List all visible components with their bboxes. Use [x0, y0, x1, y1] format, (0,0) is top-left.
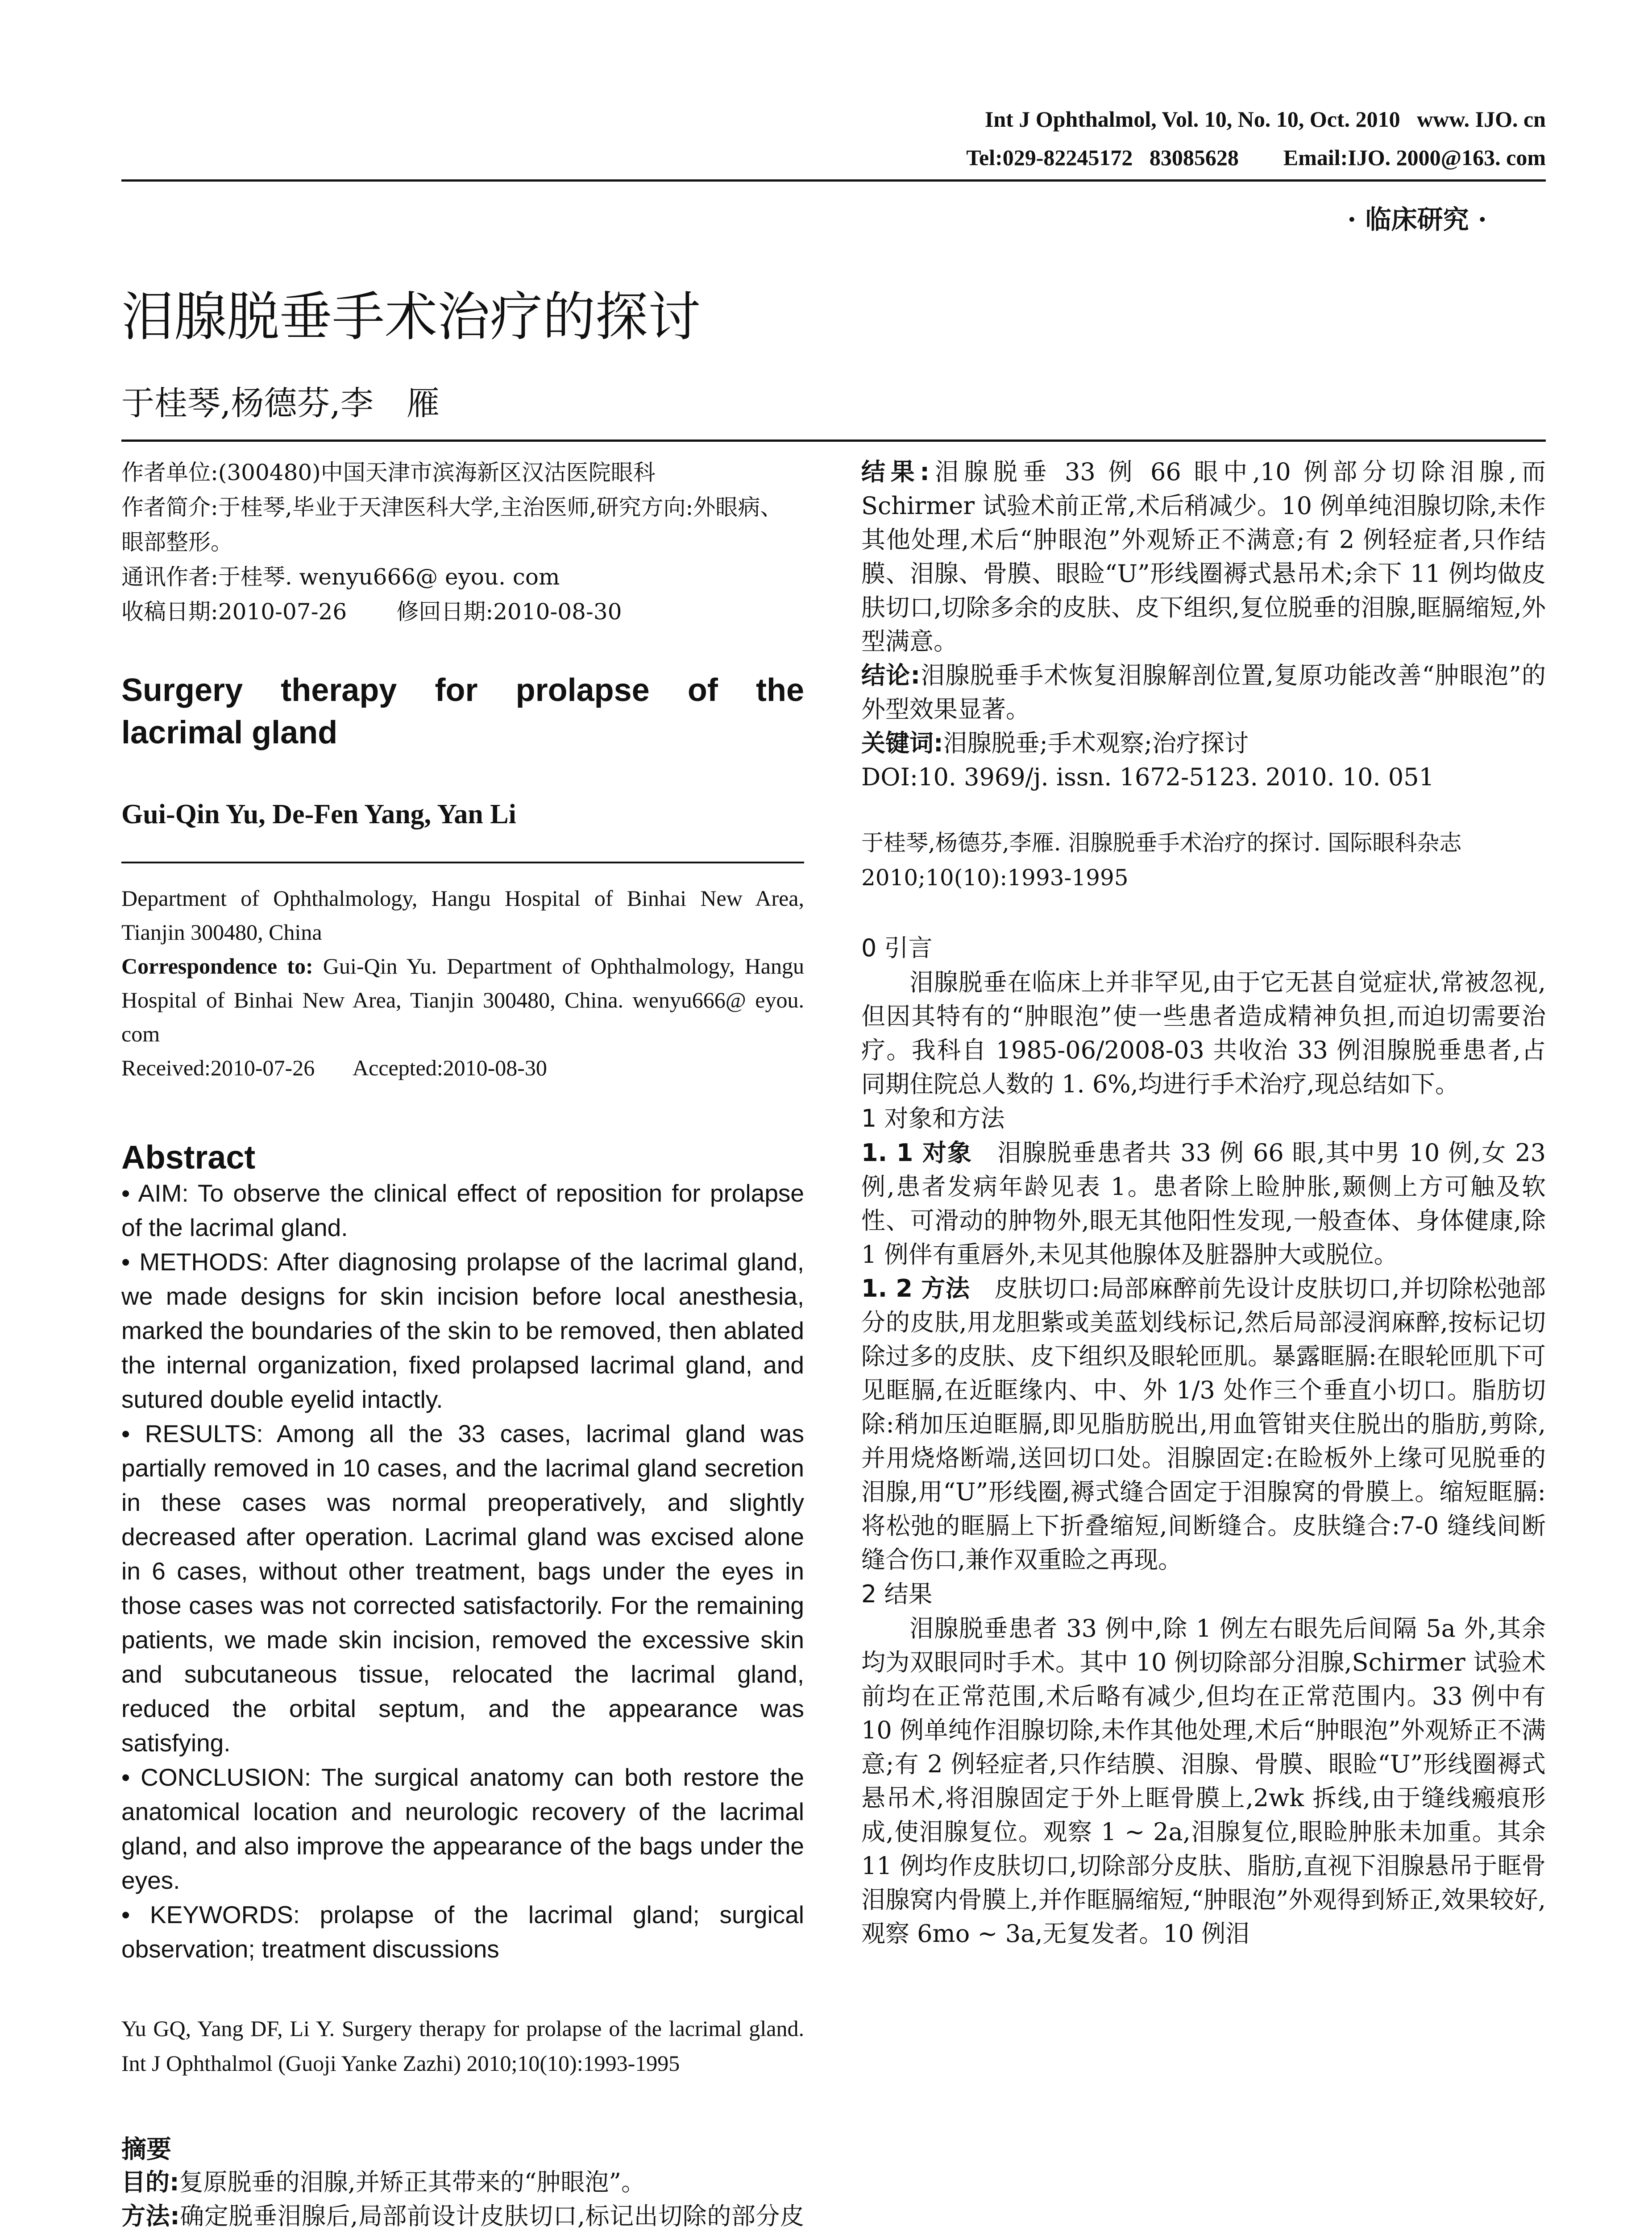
zhaiyao-results	[861, 455, 1546, 659]
abstract-keywords: • KEYWORDS: prolapse of the lacrimal gland; surgical observation; treatment discussions	[121, 1901, 804, 1963]
subsection-methods-text: 皮肤切口:局部麻醉前先设计皮肤切口,并切除松弛部分的皮肤,用龙胆紫或美蓝划线标记,然后局部浸润麻醉,按标记切除过多的皮肤、皮下组织及眼轮匝肌。暴露眶膈:在眼轮匝肌下可见眶膈,在近眶缘内、中、外 1/3 处作三个垂直小切口。脂肪切除:稍加压迫眶膈,即见脂肪脱出,用血管钳夹住脱出的脂肪,剪除,并用烧烙断端,送回切口处。泪腺固定:在睑板外上缘可见脱垂的泪腺,用“U”形线圈,褥式缝合固定于泪腺窝的骨膜上。缩短眶膈:将松弛的眶膈上下折叠缩短,间断缝合。皮肤缝合:7-0 缝线间断缝合伤口,兼作双重睑之再现。	[861, 1274, 1546, 1574]
doi: DOI:10. 3969/j. issn. 1672-5123. 2010. 10. 051	[861, 763, 1434, 791]
header-rule	[121, 179, 1546, 182]
zhaiyao-methods-label: 方法:	[121, 2202, 180, 2230]
zhaiyao-results-label: 结果:	[861, 458, 930, 486]
section-intro-heading: 0 引言	[861, 934, 933, 962]
citation-en: Yu GQ, Yang DF, Li Y. Surgery therapy for prolapse of the lacrimal gland. Int J Ophthalmol (Guoji Yanke Zazhi) 2010;10(10):1993-1995	[121, 2016, 804, 2076]
citation-cn: 于桂琴,杨德芬,李雁. 泪腺脱垂手术治疗的探讨. 国际眼科杂志 2010;10(10):1993-1995	[861, 830, 1462, 891]
article-title-en-line2: lacrimal gland	[121, 715, 338, 751]
authors-cn: 于桂琴,杨德芬,李 雁	[121, 384, 440, 423]
zhaiyao-results-text: 泪腺脱垂 33 例 66 眼中,10 例部分切除泪腺,而 Schirmer 试验术前正常,术后稍减少。10 例单纯泪腺切除,未作其他处理,术后“肿眼泡”外观矫正不满意;有 2 例轻症者,只作结膜、泪腺、骨膜、眼睑“U”形线圈褥式悬吊术;余下 11 例均做皮肤切口,切除多余的皮肤、皮下组织,复位脱垂的泪腺,眶膈缩短,外型满意。	[861, 458, 1546, 655]
zhaiyao-conclusion-label: 结论:	[861, 661, 921, 689]
subsection-subjects-text: 泪腺脱垂患者共 33 例 66 眼,其中男 10 例,女 23 例,患者发病年龄见表 1。患者除上睑肿胀,颞侧上方可触及软性、可滑动的肿物外,眼无其他阳性发现,一般查体、身体健康,除 1 例伴有重唇外,未见其他腺体及脏器肿大或脱位。	[861, 1139, 1546, 1269]
zhaiyao-aim-label: 目的:	[121, 2168, 179, 2196]
subsection-methods	[861, 1272, 1546, 1577]
correspondence-label: Correspondence to:	[121, 954, 313, 979]
section-results-text: 泪腺脱垂患者 33 例中,除 1 例左右眼先后间隔 5a 外,其余均为双眼同时手术。其中 10 例切除部分泪腺,Schirmer 试验术前均在正常范围,术后略有减少,但均在正常范围内。33 例中有 10 例单纯作泪腺切除,未作其他处理,术后“肿眼泡”外观矫正不满意;有 2 例轻症者,只作结膜、泪腺、骨膜、眼睑“U”形线圈褥式悬吊术,将泪腺固定于外上眶骨膜上,2wk 拆线,由于缝线瘢痕形成,使泪腺复位。观察 1 ~ 2a,泪腺复位,眼睑肿胀未加重。其余 11 例均作皮肤切口,切除部分皮肤、脂肪,直视下泪腺悬吊于眶骨泪腺窝内骨膜上,并作眶膈缩短,“肿眼泡”外观得到矫正,效果较好,观察 6mo ~ 3a,无复发者。10 例泪	[861, 1614, 1546, 1948]
title-rule	[121, 440, 1546, 442]
corresponding-author: 通讯作者:于桂琴. wenyu666@ eyou. com	[121, 564, 560, 590]
section-intro-text: 泪腺脱垂在临床上并非罕见,由于它无甚自觉症状,常被忽视,但因其特有的“肿眼泡”使一些患者造成精神负担,而迫切需要治疗。我科自 1985-06/2008-03 共收治 33 例泪腺脱垂患者,占同期住院总人数的 1. 6%,均进行手术治疗,现总结如下。	[861, 968, 1546, 1098]
zhaiyao-conclusion-text: 泪腺脱垂手术恢复泪腺解剖位置,复原功能改善“肿眼泡”的外型效果显著。	[861, 661, 1546, 723]
zhaiyao-heading: 摘要	[121, 2135, 171, 2164]
subsection-methods-heading: 1. 2 方法	[861, 1274, 970, 1302]
abstract-conclusion: • CONCLUSION: The surgical anatomy can both restore the anatomical location and neurologic recovery of the lacrimal gland, and also improve the appearance of the bags under the eyes.	[121, 1763, 804, 1894]
abstract-heading: Abstract	[121, 1139, 256, 1176]
article-title-en	[121, 669, 804, 754]
article-title-cn: 泪腺脱垂手术治疗的探讨	[121, 286, 701, 348]
zhaiyao-keywords-label: 关键词:	[861, 729, 943, 757]
zhaiyao-methods-text: 确定脱垂泪腺后,局部前设计皮肤切口,标记出切除的部分皮	[179, 2202, 804, 2230]
right-column	[861, 455, 1546, 1951]
subsection-subjects-heading: 1. 1 对象	[861, 1139, 972, 1167]
abstract-aim: • AIM: To observe the clinical effect of reposition for prolapse of the lacrimal gland.	[121, 1179, 804, 1241]
abstract-results: • RESULTS: Among all the 33 cases, lacrimal gland was partially removed in 10 cases, and the lacrimal gland secretion in these cases was normal preoperatively, and slightly decreased after operation. Lacrimal gland was excised alone in 6 cases, without other treatment, bags under the eyes in those cases was not corrected satisfactorily. For the remaining patients, we made skin incision, removed the excessive skin and subcutaneous tissue, relocated the lacrimal gland, reduced the orbital septum, and the appearance was satisfying.	[121, 1420, 804, 1757]
author-bio: 作者简介:于桂琴,毕业于天津医科大学,主治医师,研究方向:外眼病、眼部整形。	[121, 494, 783, 555]
subsection-subjects	[861, 1136, 1546, 1272]
journal-header-line: Int J Ophthalmol, Vol. 10, No. 10, Oct. 2010 www. IJO. cn	[984, 107, 1546, 132]
left-column	[121, 455, 804, 2231]
affiliation: Department of Ophthalmology, Hangu Hospital of Binhai New Area, Tianjin 300480, China	[121, 886, 804, 945]
section-methods-heading: 1 对象和方法	[861, 1104, 1005, 1132]
section-results-heading: 2 结果	[861, 1580, 933, 1608]
correspondence	[121, 949, 804, 1051]
correspondence-text: Gui-Qin Yu. Department of Ophthalmology, Hangu Hospital of Binhai New Area, Tianjin 300480, China. wenyu666@ eyou. com	[121, 954, 804, 1046]
authors-en: Gui-Qin Yu, De-Fen Yang, Yan Li	[121, 799, 516, 829]
zhaiyao-keywords	[861, 726, 1546, 760]
zhaiyao-conclusion	[861, 659, 1546, 726]
zhaiyao-methods	[121, 2199, 804, 2231]
journal-contact-line: Tel:029-82245172 83085628 Email:IJO. 2000@163. com	[966, 145, 1546, 170]
zhaiyao-aim	[121, 2165, 804, 2199]
zhaiyao-aim-text: 复原脱垂的泪腺,并矫正其带来的“肿眼泡”。	[179, 2168, 645, 2196]
author-unit: 作者单位:(300480)中国天津市滨海新区汉沽医院眼科	[121, 460, 656, 485]
article-title-en-line1: Surgery therapy for prolapse of the	[121, 672, 804, 708]
zhaiyao-keywords-text: 泪腺脱垂;手术观察;治疗探讨	[943, 729, 1249, 757]
abstract-methods: • METHODS: After diagnosing prolapse of the lacrimal gland, we made designs for skin incision before local anesthesia, marked the boundaries of the skin to be removed, then ablated the internal organization, fixed prolapsed lacrimal gland, and sutured double eyelid intactly.	[121, 1248, 804, 1413]
section-tag: · 临床研究 ·	[1347, 204, 1487, 235]
received-dates-cn: 收稿日期:2010-07-26 修回日期:2010-08-30	[121, 599, 622, 625]
received-accepted: Received:2010-07-26 Accepted:2010-08-30	[121, 1055, 547, 1080]
